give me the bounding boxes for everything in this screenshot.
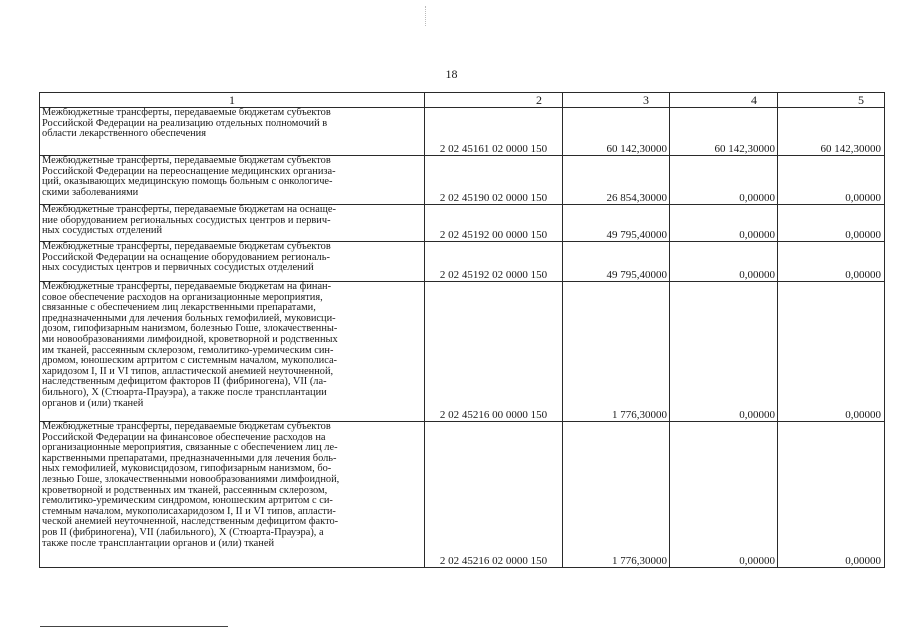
row-description	[40, 242, 425, 282]
table-row	[40, 422, 885, 568]
description-line: бильного), X (Стюарта-Прауэра), а также после трансплантации	[42, 386, 327, 398]
table-row	[40, 156, 885, 205]
header-row	[40, 93, 885, 108]
description-line: области лекарственного обеспечения	[42, 128, 207, 140]
description-line: Межбюджетные трансферты, передаваемые бюджетам субъектов	[42, 241, 331, 252]
column-header-5: 5	[778, 93, 885, 108]
amount-col3: 49 795,40000	[563, 205, 670, 242]
description-line: ных сосудистых центров и первичных сосудистых отделений	[42, 262, 314, 274]
description-line: Российской Федерации на оснащение оборудованием региональ-	[42, 251, 330, 263]
description-line: Российской Федерации на финансовое обеспечение расходов на	[42, 431, 326, 443]
amount-col3: 49 795,40000	[563, 242, 670, 282]
description-line: ных сосудистых отделений	[42, 225, 163, 237]
amount-col3: 1 776,30000	[563, 422, 670, 568]
description-line: ми новообразованиями лимфоидной, кроветворной и родственных	[42, 333, 338, 345]
description-line: также после трансплантации органов и (или) тканей	[42, 537, 275, 549]
description-line: предназначенными для лечения больных гемофилией, муковисци-	[42, 312, 336, 324]
amount-col5: 0,00000	[778, 422, 885, 568]
row-description	[40, 282, 425, 422]
amount-col3: 60 142,30000	[563, 108, 670, 156]
amount-col4: 0,00000	[670, 242, 778, 282]
amount-col3: 26 854,30000	[563, 156, 670, 205]
description-line: Межбюджетные трансферты, передаваемые бюджетам на финан-	[42, 281, 332, 292]
description-line: ние оборудованием региональных сосудистых центров и первич-	[42, 214, 331, 226]
description-line: дозом, гипофизарным нанизмом, болезнью Гоше, злокачественны-	[42, 323, 338, 335]
description-line: ций, оказывающих медицинскую помощь больным с онкологиче-	[42, 176, 333, 188]
amount-col4: 0,00000	[670, 205, 778, 242]
income-code: 2 02 45192 00 0000 150	[425, 205, 563, 242]
description-line: карственными препаратами, предназначенными для лечения боль-	[42, 452, 337, 464]
row-description	[40, 156, 425, 205]
description-line: Российской Федерации на переоснащение медицинских организа-	[42, 165, 336, 177]
description-line: скими заболеваниями	[42, 186, 139, 198]
amount-col4: 0,00000	[670, 282, 778, 422]
description-line: ров II (фибриногена), VII (лабильного), X (Стюарта-Прауэра), а	[42, 526, 324, 538]
amount-col4: 0,00000	[670, 156, 778, 205]
amount-col5: 0,00000	[778, 205, 885, 242]
column-header-2: 2	[425, 93, 563, 108]
description-line: стемным началом, мукополисахаридозом I, II и VI типов, апласти-	[42, 505, 336, 517]
description-line: Межбюджетные трансферты, передаваемые бюджетам на оснаще-	[42, 204, 336, 215]
income-code: 2 02 45161 02 0000 150	[425, 108, 563, 156]
description-line: ных гемофилией, муковисцидозом, гипофизарным нанизмом, бо-	[42, 463, 332, 475]
row-description	[40, 422, 425, 568]
description-line: Межбюджетные трансферты, передаваемые бюджетам субъектов	[42, 421, 331, 432]
description-line: дромом, юношеским артритом с системным началом, мукополиса-	[42, 355, 338, 367]
column-header-1: 1	[40, 93, 425, 108]
table-row	[40, 282, 885, 422]
table-row	[40, 205, 885, 242]
scan-artifact	[425, 6, 428, 26]
description-line: гемолитико-уремическим синдромом, юношеским артритом с си-	[42, 495, 333, 507]
description-line: им тканей, рассеянным склерозом, гемолитико-уремическим син-	[42, 344, 334, 356]
description-line: совое обеспечение расходов на организационные мероприятия,	[42, 291, 323, 303]
description-line: наследственным дефицитом факторов II (фибриногена), VII (ла-	[42, 376, 327, 388]
table-row	[40, 242, 885, 282]
description-line: харидозом I, II и VI типов, апластической анемией неуточненной,	[42, 365, 334, 377]
description-line: Межбюджетные трансферты, передаваемые бюджетам субъектов	[42, 155, 331, 166]
column-header-4: 4	[670, 93, 778, 108]
footnote-rule	[40, 626, 228, 627]
description-line: Российской Федерации на реализацию отдельных полномочий в	[42, 117, 328, 129]
amount-col5: 0,00000	[778, 156, 885, 205]
description-line: Межбюджетные трансферты, передаваемые бюджетам субъектов	[42, 107, 331, 118]
table-row	[40, 108, 885, 156]
income-code: 2 02 45216 00 0000 150	[425, 282, 563, 422]
description-line: связанные с обеспечением лиц лекарственными препаратами,	[42, 302, 316, 314]
row-description	[40, 205, 425, 242]
amount-col4: 0,00000	[670, 422, 778, 568]
income-code: 2 02 45192 02 0000 150	[425, 242, 563, 282]
description-line: организационные мероприятия, связанные с обеспечением лиц ле-	[42, 442, 338, 454]
amount-col3: 1 776,30000	[563, 282, 670, 422]
amount-col5: 0,00000	[778, 242, 885, 282]
income-code: 2 02 45216 02 0000 150	[425, 422, 563, 568]
description-line: органов и (или) тканей	[42, 397, 144, 409]
description-line: лезнью Гоше, злокачественными новообразованиями лимфоидной,	[42, 473, 340, 485]
description-line: ческой анемией неуточненной, наследственным дефицитом факто-	[42, 516, 339, 528]
column-header-3: 3	[563, 93, 670, 108]
amount-col4: 60 142,30000	[670, 108, 778, 156]
row-description	[40, 108, 425, 156]
amount-col5: 0,00000	[778, 282, 885, 422]
amount-col5: 60 142,30000	[778, 108, 885, 156]
budget-table	[39, 92, 885, 568]
description-line: кроветворной и родственных им тканей, рассеянным склерозом,	[42, 484, 328, 496]
income-code: 2 02 45190 02 0000 150	[425, 156, 563, 205]
page-number: 18	[445, 67, 458, 81]
